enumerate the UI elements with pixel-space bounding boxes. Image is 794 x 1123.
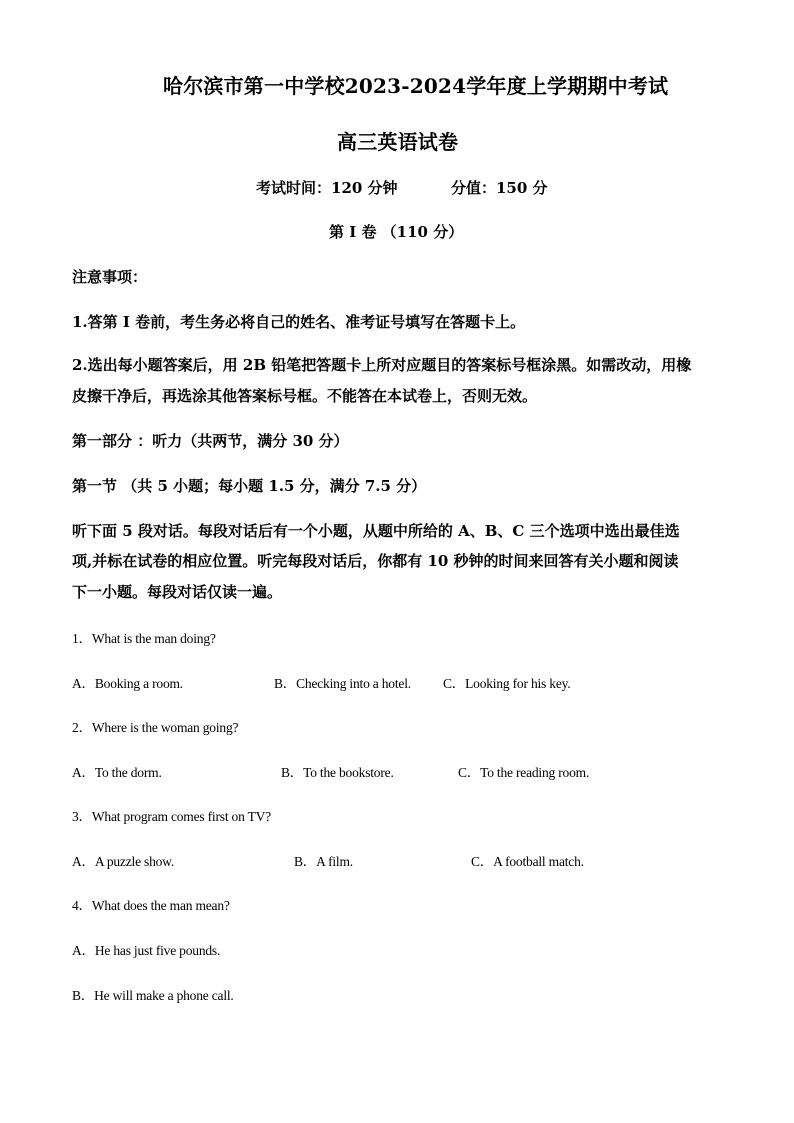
option-a: A．To the dorm. — [72, 765, 162, 780]
question-stem: 1．What is the man doing? — [72, 631, 216, 646]
notes-item-2-line1: 2.选出每小题答案后，用 2B 铅笔把答题卡上所对应题目的答案标号框涂黑。如需改动，用橡 — [72, 356, 692, 374]
exam-score: 分值：150 分 — [451, 179, 548, 197]
option-c: C．Looking for his key. — [443, 676, 571, 691]
option-b: B．Checking into a hotel. — [274, 676, 411, 691]
exam-time: 考试时间：120 分钟 — [256, 179, 398, 197]
option-b: B．He will make a phone call. — [72, 988, 234, 1003]
option-c: C．A football match. — [471, 854, 584, 869]
option-a: A．Booking a room. — [72, 676, 183, 691]
question-stem: 4．What does the man mean? — [72, 898, 230, 913]
option-a: A．He has just five pounds. — [72, 943, 221, 958]
option-b: B．To the bookstore. — [281, 765, 394, 780]
notes-item-2-line2: 皮擦干净后，再选涂其他答案标号框。不能答在本试卷上，否则无效。 — [72, 387, 538, 405]
notes-item-1: 1.答第 I 卷前，考生务必将自己的姓名、准考证号填写在答题卡上。 — [72, 313, 526, 331]
option-b: B．A film. — [294, 854, 353, 869]
option-c: C．To the reading room. — [458, 765, 590, 780]
notes-heading: 注意事项： — [72, 268, 148, 286]
section1-heading: 第一节 （共 5 小题；每小题 1.5 分，满分 7.5 分） — [72, 477, 427, 495]
question-stem: 3．What program comes first on TV? — [72, 809, 271, 824]
exam-subtitle: 高三英语试卷 — [337, 130, 459, 154]
instructions-line2: 项,并标在试卷的相应位置。听完每段对话后，你都有 10 秒钟的时间来回答有关小题和阅读 — [72, 552, 679, 570]
option-a: A．A puzzle show. — [72, 854, 175, 869]
instructions-line3: 下一小题。每段对话仅读一遍。 — [72, 583, 283, 601]
exam-title: 哈尔滨市第一中学校2023-2024学年度上学期期中考试 — [163, 74, 669, 98]
part1-heading: 第一部分 ：听力（共两节，满分 30 分） — [72, 432, 349, 450]
instructions-line1: 听下面 5 段对话。每段对话后有一个小题，从题中所给的 A、B、C 三个选项中选出最佳选 — [72, 522, 680, 540]
question-stem: 2．Where is the woman going? — [72, 720, 239, 735]
volume-label: 第 I 卷 （110 分） — [329, 223, 464, 241]
